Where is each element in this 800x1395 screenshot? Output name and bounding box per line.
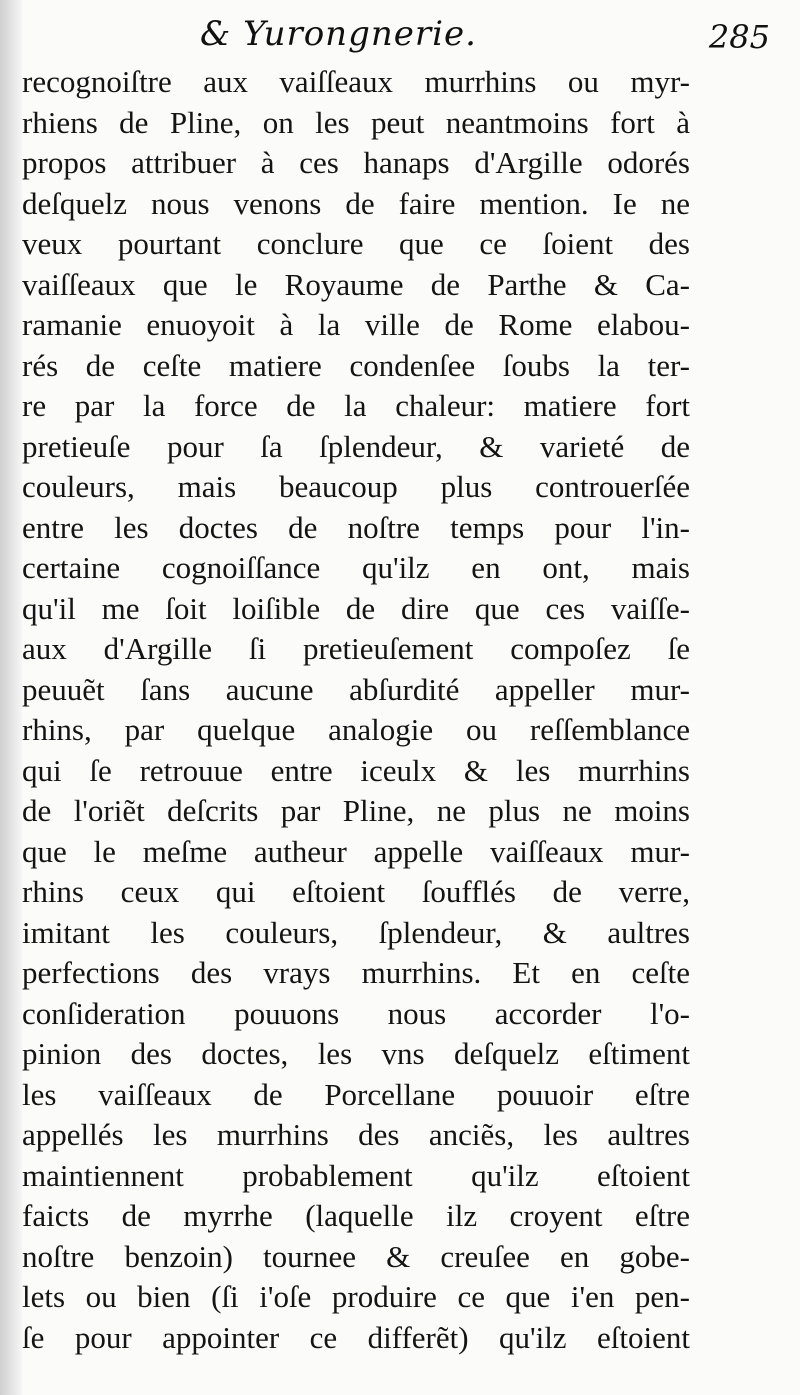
text-line: aux d'Argille ſi pretieuſement compoſez ſe (22, 631, 690, 666)
text-line: rhins ceux qui eſtoient ſoufflés de verre, (22, 874, 690, 909)
text-line: re par la force de la chaleur: matiere fort (22, 388, 690, 423)
text-line: propos attribuer à ces hanaps d'Argille odorés (22, 145, 690, 180)
text-line: recognoiſtre aux vaiſſeaux murrhins ou myr- (22, 64, 690, 99)
text-line: peuuẽt ſans aucune abſurdité appeller mur- (22, 671, 690, 707)
text-line: que le meſme autheur appelle vaiſſeaux mur- (22, 833, 690, 869)
text-line: entre les doctes de noſtre temps pour l'in- (22, 509, 690, 545)
text-line: couleurs, mais beaucoup plus controuerſée (22, 469, 690, 504)
text-line: veux pourtant conclure que ce ſoient des (22, 226, 690, 261)
text-line: faicts de myrrhe (laquelle ilz croyent eſtre (22, 1198, 690, 1233)
text-line: appellés les murrhins des anciẽs, les aultres (22, 1117, 690, 1152)
text-line: qui ſe retrouue entre iceulx & les murrhins (22, 752, 690, 788)
text-line: qu'il me ſoit loiſible de dire que ces vaiſſe- (22, 590, 690, 626)
text-line: conſideration pouuons nous accorder l'o- (22, 995, 690, 1031)
text-line: vaiſſeaux que le Royaume de Parthe & Ca- (22, 266, 690, 302)
text-line: lets ou bien (ſi i'oſe produire ce que i'en pen- (22, 1279, 690, 1314)
text-line: ſe pour appointer ce differẽt) qu'ilz eſtoient (22, 1319, 690, 1355)
text-line: les vaiſſeaux de Porcellane pouuoir eſtre (22, 1076, 690, 1112)
body-text (22, 62, 690, 1358)
text-line: noſtre benzoin) tournee & creuſee en gobe- (22, 1238, 690, 1274)
text-line: rhiens de Pline, on les peut neantmoins fort à (22, 104, 690, 140)
text-line: imitant les couleurs, ſplendeur, & aultres (22, 914, 690, 950)
text-line: rés de ceſte matiere condenſee ſoubs la ter- (22, 347, 690, 383)
text-line: ramanie enuoyoit à la ville de Rome elabou- (22, 307, 690, 342)
text-line: perfections des vrays murrhins. Et en ceſte (22, 955, 690, 990)
text-line: maintiennent probablement qu'ilz eſtoient (22, 1157, 690, 1193)
text-line: rhins, par quelque analogie ou reſſemblance (22, 712, 690, 747)
text-line: deſquelz nous venons de faire mention. Ie ne (22, 185, 690, 221)
text-line: de l'oriẽt deſcrits par Pline, ne plus ne moins (22, 793, 690, 828)
text-line: pretieuſe pour ſa ſplendeur, & varieté de (22, 428, 690, 464)
page-number: 285 (708, 18, 770, 56)
text-line: pinion des doctes, les vns deſquelz eſtiment (22, 1036, 690, 1071)
page-gutter-shadow (0, 0, 22, 1395)
running-head: & Yurongnerie. (200, 14, 477, 54)
text-line: certaine cognoiſſance qu'ilz en ont, mais (22, 550, 690, 585)
